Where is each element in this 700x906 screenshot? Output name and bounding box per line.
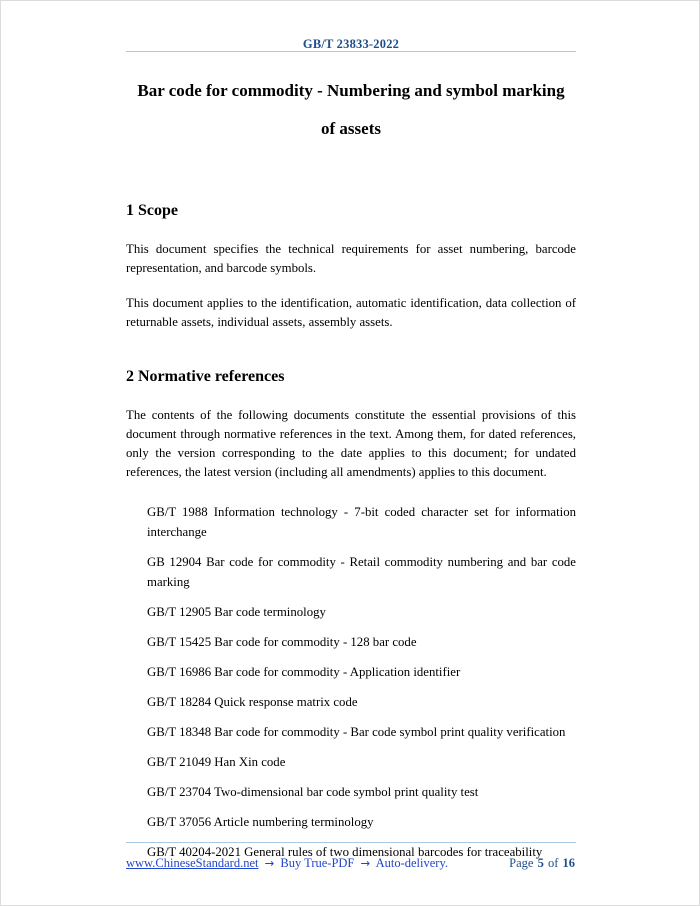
reference-item: GB/T 15425 Bar code for commodity - 128 bar code [147, 635, 417, 649]
normative-references-paragraph: The contents of the following documents constitute the essential provisions of this document through normative references in the text. Among them, for dated references, only the version corresponding to the date applies to this document; for undated references, the latest version (including all amendments) applies to this document. [126, 408, 576, 479]
buy-true-pdf-text: Buy True-PDF [280, 856, 355, 870]
current-page-number: 5 [537, 856, 544, 870]
arrow-right-icon: → [264, 856, 275, 870]
footer-row [126, 856, 576, 871]
section-normative-references [126, 368, 576, 862]
total-pages-number: 16 [562, 856, 575, 870]
footer-divider [126, 842, 576, 843]
reference-item: GB/T 40204-2021 General rules of two dimensional barcodes for traceability [147, 845, 543, 859]
reference-item: GB/T 23704 Two-dimensional bar code symbol print quality test [147, 785, 479, 799]
reference-list [126, 502, 576, 862]
scope-paragraph-2: This document applies to the identification, automatic identification, data collection of returnable assets, individual assets, assembly assets. [126, 296, 576, 329]
reference-item: GB/T 1988 Information technology - 7-bit coded character set for information interchange [147, 505, 576, 539]
normative-references-heading: 2 Normative references [126, 368, 285, 385]
doc-number: GB/T 23833-2022 [302, 37, 400, 51]
reference-item: GB/T 37056 Article numbering terminology [147, 815, 374, 829]
reference-item: GB/T 12905 Bar code terminology [147, 605, 326, 619]
website-link[interactable]: www.ChineseStandard.net [126, 856, 259, 870]
footer-promo [126, 856, 448, 871]
title-line-2: of assets [321, 119, 381, 138]
document-title [126, 72, 576, 148]
arrow-right-icon: → [360, 856, 371, 870]
page-header [126, 37, 576, 52]
of-label: of [547, 856, 559, 870]
reference-item: GB/T 18348 Bar code for commodity - Bar code symbol print quality verification [147, 725, 566, 739]
reference-item: GB 12904 Bar code for commodity - Retail commodity numbering and bar code marking [147, 555, 576, 589]
page-indicator [509, 856, 576, 871]
scope-heading: 1 Scope [126, 202, 178, 219]
reference-item: GB/T 18284 Quick response matrix code [147, 695, 358, 709]
scope-paragraph-1: This document specifies the technical requirements for asset numbering, barcode representation, and barcode symbols. [126, 242, 576, 275]
reference-item: GB/T 16986 Bar code for commodity - Application identifier [147, 665, 461, 679]
reference-item: GB/T 21049 Han Xin code [147, 755, 286, 769]
section-scope [126, 202, 576, 332]
page-label: Page [509, 856, 534, 870]
title-line-1: Bar code for commodity - Numbering and symbol marking [137, 81, 565, 100]
page-footer [126, 842, 576, 871]
header-divider [126, 51, 576, 52]
auto-delivery-text: Auto-delivery. [375, 856, 449, 870]
